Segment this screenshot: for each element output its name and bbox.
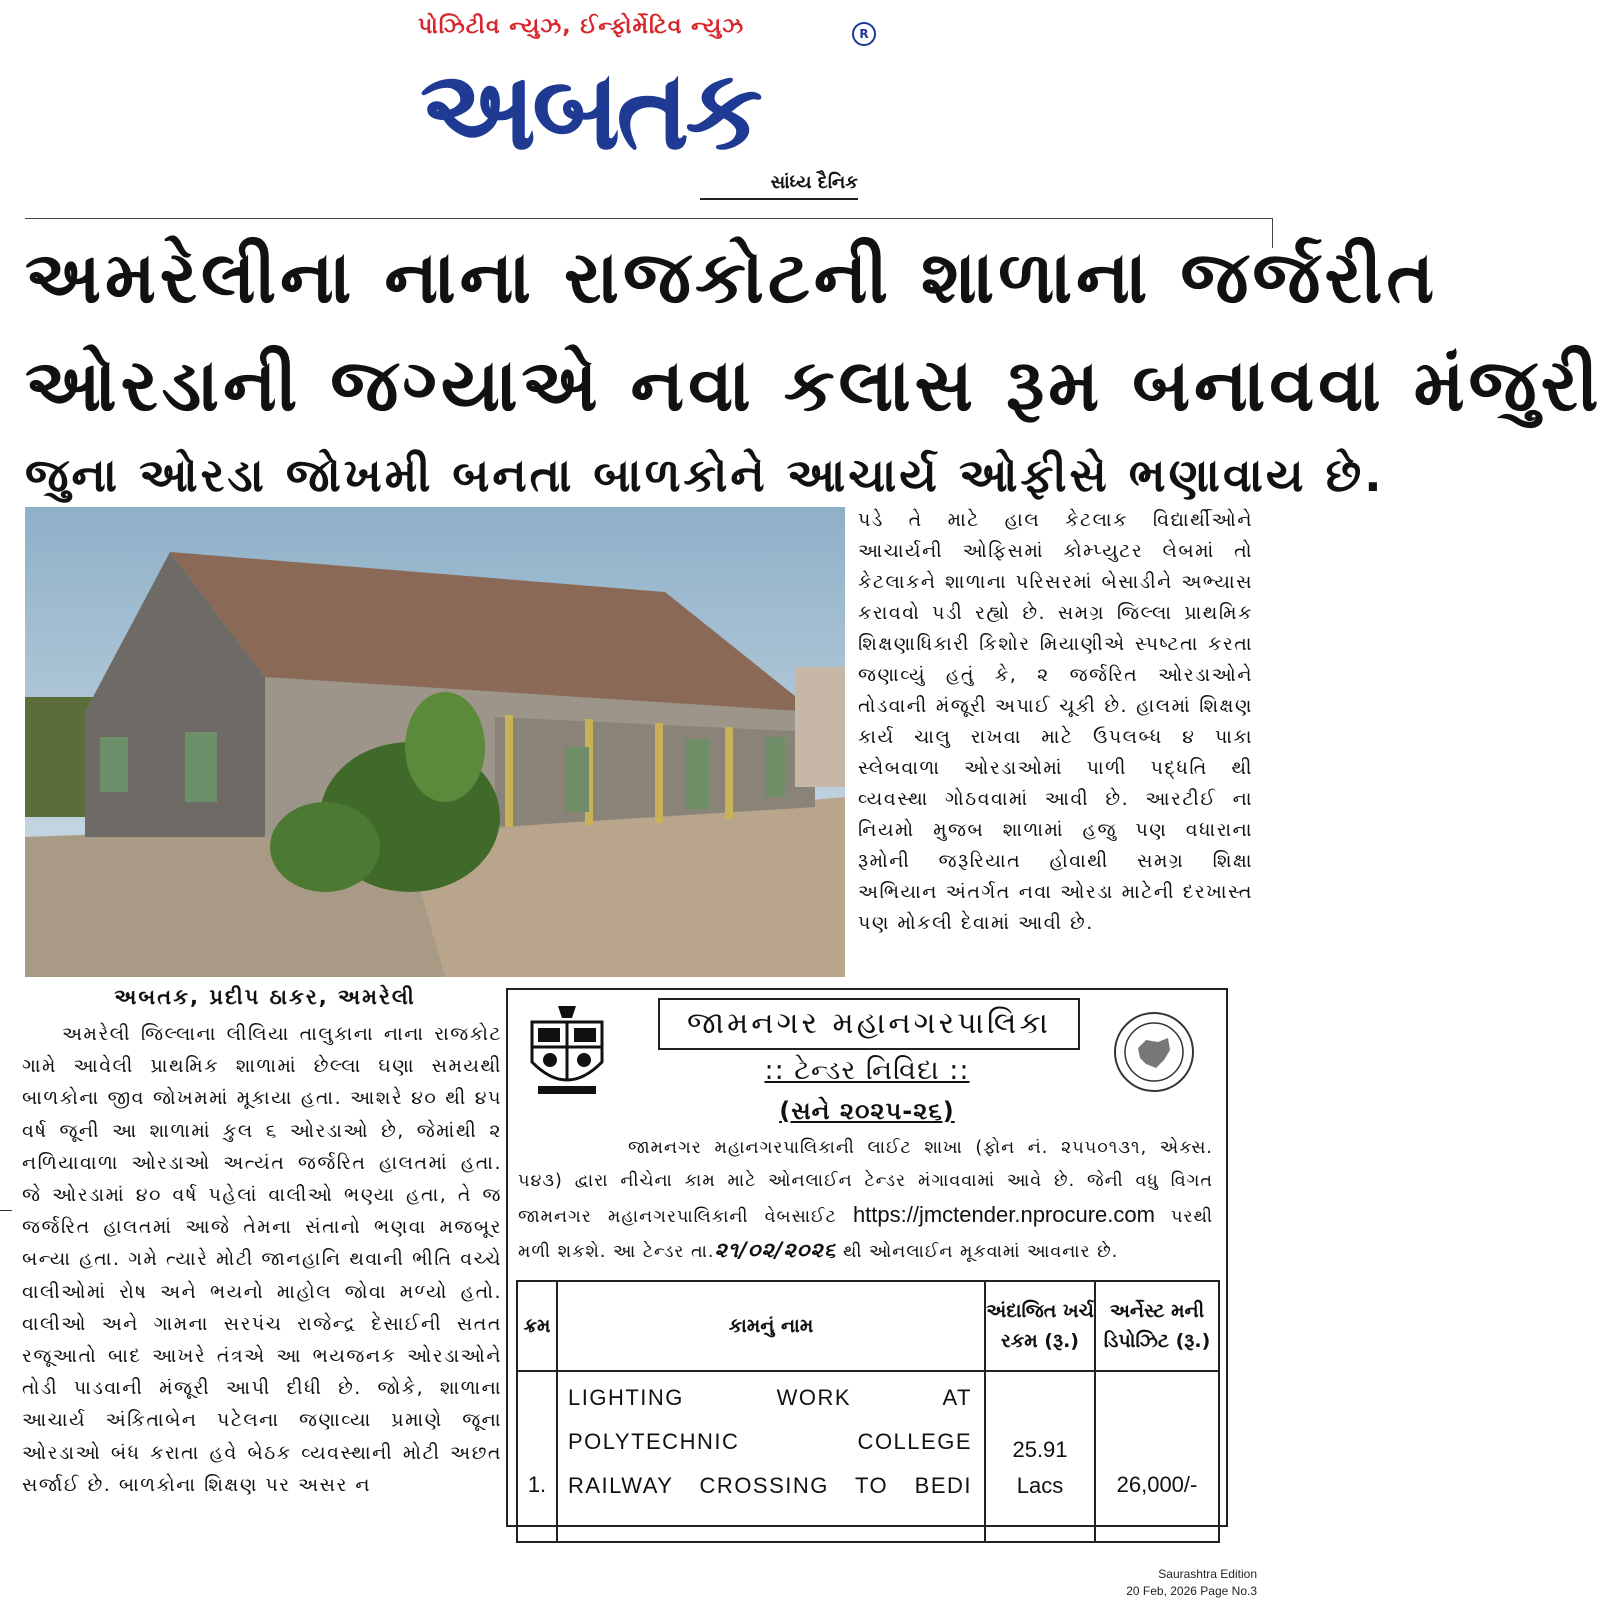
tender-description <box>518 1132 1213 1269</box>
row-cost <box>985 1371 1095 1542</box>
row-work-name: LIGHTING WORK AT POLYTECHNIC COLLEGE RAILWAY CROSSING TO BEDI <box>557 1371 985 1542</box>
tender-year: (સને ૨૦૨૫-૨૬) <box>779 1097 955 1125</box>
tender-date: ૨૧/૦૨/૨૦૨૬ <box>714 1238 837 1262</box>
tender-text-3: થી ઓનલાઈન મૂકવામાં આવનાર છે. <box>843 1242 1119 1262</box>
row-emd-text: 26,000/- <box>1116 1472 1198 1497</box>
margin-mark <box>0 1210 12 1211</box>
sub-headline: જુના ઓરડા જોખમી બનતા બાળકોને આચાર્ય ઓફીસે ભણાવાય છે. <box>25 448 1385 502</box>
gujarat-seal-icon <box>1112 1010 1196 1094</box>
edition-tag: સાંધ્ય દૈનિક <box>700 172 858 200</box>
registered-mark-icon: R <box>852 22 876 46</box>
footer-date-page: 20 Feb, 2026 Page No.3 <box>1126 1584 1257 1598</box>
header-num: ક્રમ <box>517 1281 557 1371</box>
row-emd <box>1095 1371 1219 1542</box>
headline-line-1: અમરેલીના નાના રાજકોટની શાળાના જર્જરીત <box>25 235 1439 319</box>
row-num <box>517 1371 557 1542</box>
header-emd: અર્નેસ્ટ મની ડિપોઝિટ (રૂ.) <box>1095 1281 1219 1371</box>
tender-text-1: જામનગર મહાનગરપાલિકાની લાઈટ શાખા (ફોન નં. ૨૫૫૦૧૩૧, એક્સ. ૫૪૩) દ્વારા નીચેના કામ માટે ઓનલાઈન ટેન્ડર મંગાવવામાં આવે છે. જેની વધુ વિગત જામનગર મહાનગરપાલિકાની વેબસાઈટ <box>518 1138 1213 1227</box>
jmc-emblem-icon <box>524 1002 610 1098</box>
masthead-divider <box>25 218 1273 219</box>
row-cost-text: 25.91 Lacs <box>1012 1437 1068 1498</box>
article-continuation: પડે તે માટે હાલ કેટલાક વિદ્યાર્થીઓને આચાર્યની ઓફિસમાં કોમ્પ્યુટર લેબમાં તો કેટલાકને શાળાના પરિસરમાં બેસાડીને અભ્યાસ કરાવવો પડી રહ્યો છે. સમગ્ર જિલ્લા પ્રાથમિક શિક્ષણાધિકારી કિશોર મિયાણીએ સ્પષ્ટતા કરતા જણાવ્યું હતું કે, ૨ જર્જરિત ઓરડાઓને તોડવાની મંજૂરી અપાઈ ચૂકી છે. હાલમાં શિક્ષણ કાર્ય ચાલુ રાખવા માટે ઉપલબ્ધ ૪ પાકા સ્લેબવાળા ઓરડાઓમાં પાળી પદ્ધતિ થી વ્યવસ્થા ગોઠવવામાં આવી છે. આરટીઈ ના નિયમો મુજબ શાળામાં હજુ પણ વધારાના રૂમોની જરૂરિયાત હોવાથી સમગ્ર શિક્ષા અભિયાન અંતર્ગત નવા ઓરડા માટેની દરખાસ્ત પણ મોકલી દેવામાં આવી છે. <box>858 509 1253 934</box>
tender-title: :: ટેન્ડર નિવિદા :: <box>764 1055 970 1086</box>
tender-table-header <box>517 1281 1219 1371</box>
article-body: અમરેલી જિલ્લાના લીલિયા તાલુકાના નાના રાજકોટ ગામે આવેલી પ્રાથમિક શાળામાં છેલ્લા ઘણા સમયથી બાળકોના જીવ જોખમમાં મૂકાયા હતા. આશરે ૪૦ થી ૪૫ વર્ષ જૂની આ શાળામાં કુલ ૬ ઓરડાઓ છે, જેમાંથી ૨ નળિયાવાળા ઓરડાઓ અત્યંત જર્જરિત હાલતમાં હતા. જે ઓરડામાં ૪૦ વર્ષ પહેલાં વાલીઓ ભણ્યા હતા, તે જ જર્જરિત હાલતમાં આજે તેમના સંતાનો ભણવા મજબૂર બન્યા હતા. ગમે ત્યારે મોટી જાનહાનિ થવાની ભીતિ વચ્ચે વાલીઓમાં રોષ અને ભયનો માહોલ જોવા મળ્યો હતો. વાલીઓ અને ગામના સરપંચ રાજેન્દ્ર દેસાઈની સતત રજૂઆતો બાદ આખરે તંત્રએ આ ભયજનક ઓરડાઓને તોડી પાડવાની મંજૂરી આપી દીધી છે. જોકે, શાળાના આચાર્ય અંકિતાબેન પટેલના જણાવ્યા પ્રમાણે જૂના ઓરડાઓ બંધ કરાતા હવે બેઠક વ્યવસ્થાની મોટી અછત સર્જાઈ છે. બાળકોના શિક્ષણ પર અસર ન <box>22 1023 502 1496</box>
tender-organisation: જામનગર મહાનગરપાલિકા <box>658 998 1080 1050</box>
row-num-text: 1. <box>527 1472 547 1497</box>
headline-line-2: ઓરડાની જગ્યાએ નવા કલાસ રૂમ બનાવવા મંજુરી <box>25 343 1602 427</box>
tender-notice <box>506 988 1228 1527</box>
tender-website-link[interactable]: https://jmctender.nprocure.com <box>852 1202 1155 1227</box>
page-footer <box>1126 1566 1257 1600</box>
table-row <box>517 1371 1219 1542</box>
school-building-photo <box>25 507 845 977</box>
header-name: કામનું નામ <box>557 1281 985 1371</box>
masthead <box>0 0 1287 215</box>
tender-table <box>516 1280 1220 1543</box>
tender-text-2: પરથી મળી શકશે. આ ટેન્ડર તા. <box>518 1207 1213 1262</box>
footer-edition: Saurashtra Edition <box>1158 1567 1257 1581</box>
masthead-tagline: પોઝિટીવ ન્યુઝ, ઈન્ફોર્મેટિવ ન્યુઝ <box>418 14 745 39</box>
article-byline: અબતક, પ્રદીપ ઠાકર, અમરેલી <box>114 985 416 1009</box>
newspaper-logo: અબતક <box>420 46 759 174</box>
header-cost: અંદાજિત ખર્ચ રકમ (રૂ.) <box>985 1281 1095 1371</box>
